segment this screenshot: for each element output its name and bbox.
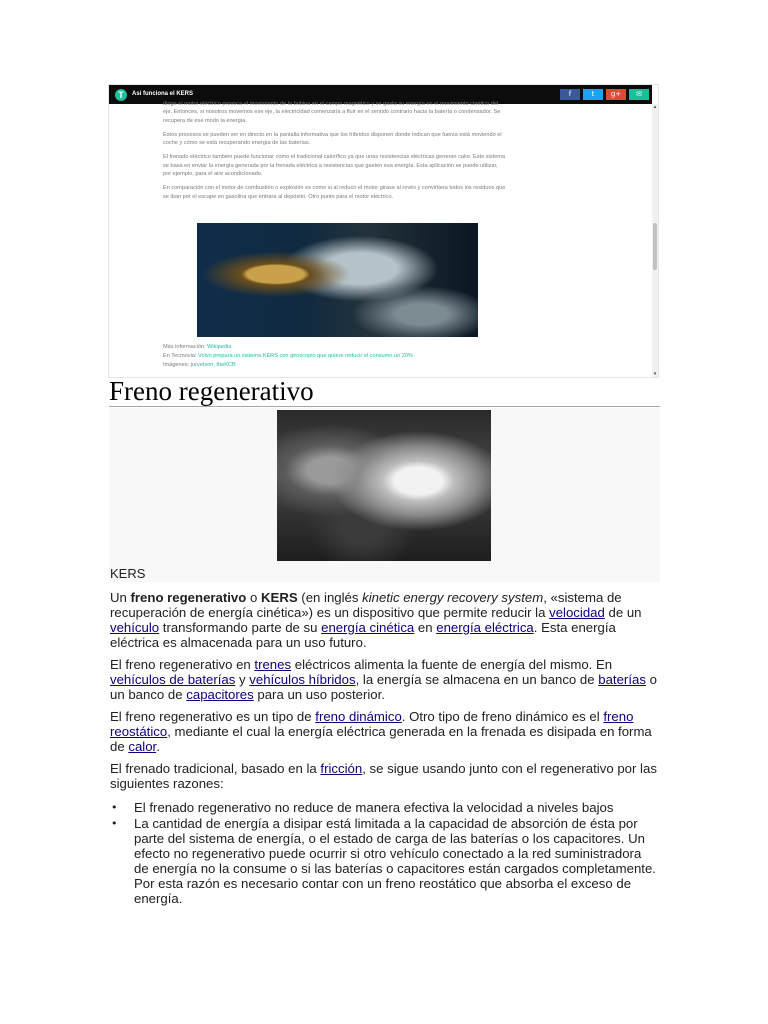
- more-info-label: Más información:: [163, 344, 206, 350]
- googleplus-share-icon[interactable]: g+: [606, 89, 626, 100]
- text: .: [156, 739, 160, 754]
- more-info-line: [163, 343, 507, 352]
- text: , «sistema de recuperación de energía cinética») es un dispositivo que permite reducir la: [110, 590, 622, 620]
- article-figure: [109, 408, 660, 582]
- paragraph-friccion: [110, 761, 658, 791]
- text: El freno regenerativo en: [110, 657, 255, 672]
- text: , se sigue usando junto con el regenerativo por las siguientes razones:: [110, 761, 657, 791]
- screenshot-paragraph: Estos procesos se pueden ver en directo en la pantalla informativa que los híbridos disponen donde indican que fuerza está moviendo el coche y cómo se está recuperando energía de las baterías.: [163, 131, 502, 147]
- text: de un: [604, 605, 642, 620]
- list-item: • La cantidad de energía a disipar está limitada a la capacidad de absorción de ésta por parte del sistema de energía, o el estado de carga de las baterías o los capacitores. Un efecto no regenerativo puede ocurrir si otro vehículo conectado a la red suministradora de energía no la consume o si las baterías o capacitores están cargados completamente. Por esta razón es necesario contar con un freno reostático que absorba el exceso de energía.: [134, 816, 658, 906]
- facebook-share-icon[interactable]: f: [560, 89, 580, 100]
- wikipedia-link[interactable]: Wikipedia: [207, 344, 232, 350]
- text: Un: [110, 590, 131, 605]
- screenshot-article-text: [163, 101, 507, 207]
- kers-connector-photo: [197, 223, 478, 337]
- screenshot-paragraph: El frenado eléctrico también puede funcionar como el tradicional calorífico ya que unas resistencias eléctricas generan calor. Este sistema se basa en enviar la energía generada por la frenada eléctrica a resistencias que gasten esa energía. Esta aplicación se puede utilizar, por ejemplo, para el aire acondicionado.: [163, 154, 506, 178]
- thekcb-link[interactable]: theKCB: [216, 362, 236, 368]
- email-share-icon[interactable]: ✉: [629, 89, 649, 100]
- italic-term: kinetic energy recovery system: [362, 590, 544, 605]
- text: o un banco de: [110, 672, 657, 702]
- text: . Otro tipo de freno dinámico es el: [401, 709, 604, 724]
- link-energia-electrica[interactable]: energía eléctrica: [436, 620, 534, 635]
- text: , mediante el cual la energía eléctrica generada en la frenada es disipada en forma de: [110, 724, 652, 754]
- screenshot-title: Así funciona el KERS: [132, 91, 194, 97]
- list-item: • El frenado regenerativo no reduce de manera efectiva la velocidad a niveles bajos: [134, 800, 658, 815]
- images-label: Imágenes:: [163, 362, 190, 368]
- text: . Esta energía eléctrica es almacenada para un uso futuro.: [110, 620, 616, 650]
- link-energia-cinetica[interactable]: energía cinética: [321, 620, 415, 635]
- text: (en inglés: [297, 590, 363, 605]
- tecmovia-link[interactable]: Volvo prepara un sistema KERS con giroscopio que quiere reducir el consumo un 20%: [198, 353, 413, 359]
- link-velocidad[interactable]: velocidad: [549, 605, 605, 620]
- screenshot-scrollbar-thumb[interactable]: [653, 223, 657, 270]
- article-heading: Freno regenerativo: [109, 374, 660, 407]
- bold-term: freno regenerativo: [130, 590, 247, 605]
- tecmovia-line: [163, 352, 507, 361]
- screenshot-links: [163, 343, 507, 370]
- paragraph-freno-dinamico: [110, 709, 658, 754]
- embedded-screenshot: [109, 85, 658, 377]
- link-freno-reostatico[interactable]: freno reostático: [110, 709, 634, 739]
- text: El frenado tradicional, basado en la: [110, 761, 321, 776]
- link-vehiculos-baterias[interactable]: vehículos de baterías: [110, 672, 236, 687]
- images-line: [163, 361, 507, 370]
- twitter-share-icon[interactable]: t: [583, 89, 603, 100]
- link-friccion[interactable]: fricción: [320, 761, 363, 776]
- text: para un uso posterior.: [253, 687, 385, 702]
- text: o: [246, 590, 261, 605]
- images-separator: ,: [213, 362, 215, 368]
- paragraph-trenes: [110, 657, 658, 702]
- link-calor[interactable]: calor: [128, 739, 157, 754]
- text: y: [235, 672, 250, 687]
- site-logo-icon: T: [115, 89, 127, 101]
- link-capacitores[interactable]: capacitores: [186, 687, 254, 702]
- figure-caption: KERS: [110, 566, 146, 581]
- article-body: [110, 590, 658, 907]
- link-vehiculo[interactable]: vehículo: [110, 620, 160, 635]
- kers-unit-photo: [277, 410, 491, 561]
- bold-term: KERS: [261, 590, 298, 605]
- text: El freno regenerativo es un tipo de: [110, 709, 316, 724]
- text: eléctricos alimenta la fuente de energía del mismo. En: [291, 657, 613, 672]
- reasons-list: [110, 800, 658, 906]
- screenshot-paragraph: En comparación con el motor de combustión o explosión es como si al reducir el motor girase al revés y convirtiera todos los residuos que se iban por el escape en gasolina que entrara al depósito. Otro punto para el motor eléctrico.: [163, 185, 506, 200]
- paragraph-intro: [110, 590, 658, 650]
- text: , la energía se almacena en un banco de: [355, 672, 599, 687]
- scroll-down-arrow-icon[interactable]: ▾: [653, 371, 657, 377]
- tecmovia-label: En Tecmovia:: [163, 353, 197, 359]
- link-freno-dinamico[interactable]: freno dinámico: [315, 709, 402, 724]
- screenshot-paragraph: dirige el motor eléctrico provoca el movimiento de la bobina en el campo magnético y se gasta su energía en el movimiento cinético del eje. Entonces, si nosotros movemos ese eje, la electricidad comenzaría a fluir en el sentido contrario hacia la batería o condensador. Se recupera de ese modo la energía.: [163, 101, 501, 124]
- scroll-up-arrow-icon[interactable]: ▴: [653, 104, 657, 110]
- jurvetson-link[interactable]: jurvetson: [190, 362, 214, 368]
- link-vehiculos-hibridos[interactable]: vehículos híbridos: [249, 672, 356, 687]
- text: transformando parte de su: [159, 620, 322, 635]
- text: en: [414, 620, 437, 635]
- link-baterias[interactable]: baterías: [598, 672, 646, 687]
- link-trenes[interactable]: trenes: [254, 657, 292, 672]
